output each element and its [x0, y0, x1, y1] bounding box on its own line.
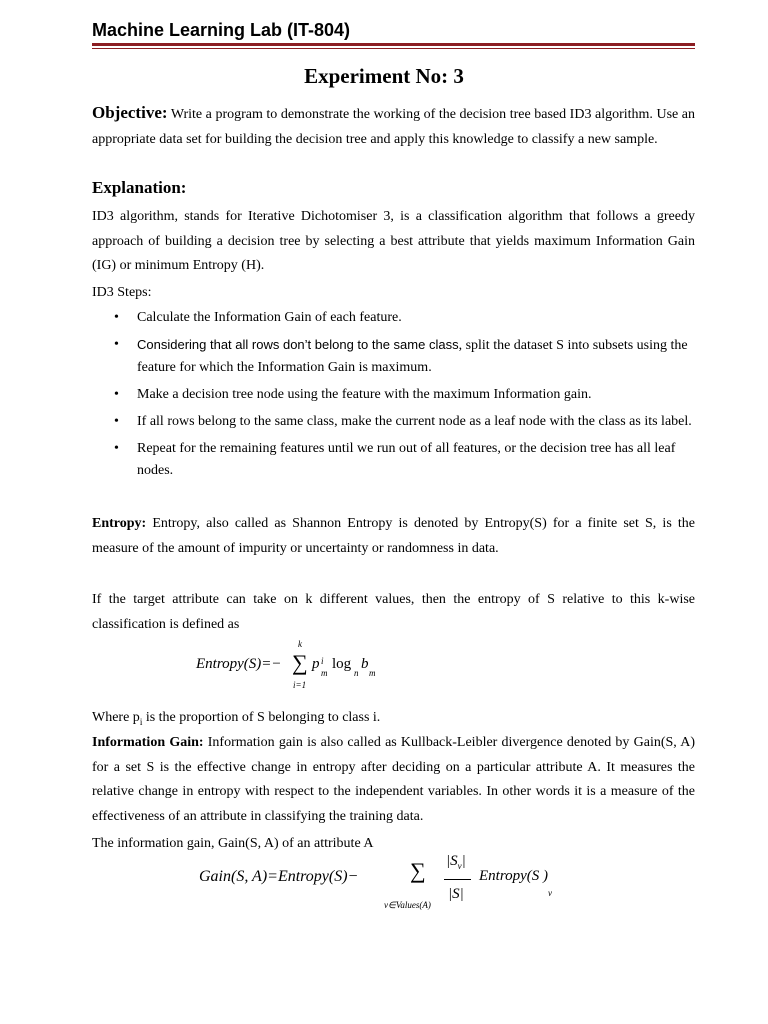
entropy-p-sub: m	[321, 668, 328, 678]
where-pre: Where p	[92, 710, 140, 725]
information-gain-text: Information gain is also called as Kullback-Leibler divergence denoted by Gain(S, A) for a set S is the effective change in entropy after deciding on a particular attribute A. It measures the relative change in entropy with respect to the independent variables. In other words it is a measure of the effectiveness of an attribute in classifying the training data.	[92, 735, 695, 824]
lab-title: Machine Learning Lab (IT-804)	[92, 20, 351, 40]
header-rule-thick	[92, 43, 695, 46]
bullet-icon: •	[114, 387, 119, 402]
entropy-b-sub: m	[369, 668, 376, 678]
step-text: Make a decision tree node using the feature with the maximum Information gain.	[137, 387, 592, 402]
explanation-intro: ID3 algorithm, stands for Iterative Dichotomiser 3, is a classification algorithm that follows a greedy approach of building a decision tree by selecting a best attribute that yields maximum Information Gain (IG) or minimum Entropy (H).	[92, 209, 695, 273]
entropy-p-sup: i	[321, 656, 324, 666]
entropy-label: Entropy:	[92, 516, 147, 531]
step-text: If all rows belong to the same class, make the current node as a leaf node with the class as its label.	[137, 414, 692, 429]
entropy-sigma: ∑	[292, 650, 308, 675]
information-gain-label: Information Gain:	[92, 735, 204, 750]
step-text: Repeat for the remaining features until we run out of all features, or the decision tree has all leaf nodes.	[137, 441, 676, 478]
gain-formula-lhs: Gain(S, A)=Entropy(S)−	[199, 868, 359, 885]
gain-denominator: |S|	[448, 886, 464, 902]
gain-sigma: ∑	[410, 858, 426, 883]
bullet-icon: •	[114, 414, 119, 429]
entropy-target-text: If the target attribute can take on k different values, then the entropy of S relative to this k-wise classification is defined as	[92, 592, 695, 632]
information-gain-paragraph	[92, 731, 695, 829]
steps-title: ID3 Steps:	[92, 285, 152, 300]
entropy-sum-upper: k	[298, 639, 302, 649]
entropy-p: p	[312, 656, 320, 672]
entropy-text: Entropy, also called as Shannon Entropy is denoted by Entropy(S) for a finite set S, is the measure of the amount of impurity or uncertainty or randomness in data.	[92, 516, 695, 556]
gain-numerator-end: |	[461, 853, 466, 869]
gain-numerator	[446, 853, 466, 871]
step-text: Calculate the Information Gain of each feature.	[137, 310, 402, 325]
entropy-b: b	[361, 656, 369, 672]
entropy-log-sub: n	[354, 668, 359, 678]
bullet-icon: •	[114, 337, 119, 352]
bullet-icon: •	[114, 441, 119, 456]
gain-rhs-sub: v	[548, 888, 552, 898]
bullet-icon: •	[114, 310, 119, 325]
entropy-paragraph	[92, 512, 695, 561]
header-rule-thin	[92, 48, 695, 49]
experiment-title: Experiment No: 3	[304, 64, 464, 88]
id3-steps-list	[92, 307, 695, 487]
objective-text: Write a program to demonstrate the working of the decision tree based ID3 algorithm. Use an appropriate data set for building the decision tree and apply this knowledge to classify a new sample.	[92, 107, 695, 147]
gain-sum-index: v∈Values(A)	[384, 900, 431, 910]
explanation-heading: Explanation:	[92, 178, 187, 197]
entropy-sum-lower: i=1	[293, 680, 307, 690]
list-item	[92, 384, 695, 406]
entropy-log: log	[332, 656, 352, 672]
gain-rhs: Entropy(S )	[479, 868, 549, 884]
where-post: is the proportion of S belonging to class i.	[142, 710, 381, 725]
where-sub: i	[139, 716, 143, 727]
entropy-formula-lhs: Entropy(S)=−	[196, 656, 282, 672]
gain-numerator-start: |S	[446, 853, 458, 869]
fraction-bar	[444, 879, 471, 880]
step-text: , split the dataset S into subsets using the feature for which the Information Gain is maximum.	[137, 338, 688, 375]
gain-formula-intro: The information gain, Gain(S, A) of an attribute A	[92, 836, 374, 851]
step-lead-text: Considering that all rows don’t belong to the same class	[137, 337, 459, 352]
list-item	[92, 411, 695, 433]
list-item	[92, 438, 695, 482]
objective-paragraph	[92, 101, 695, 152]
objective-label: Objective:	[92, 103, 168, 122]
list-item	[92, 307, 695, 329]
list-item	[92, 334, 695, 379]
gain-numerator-sub: v	[457, 861, 462, 871]
